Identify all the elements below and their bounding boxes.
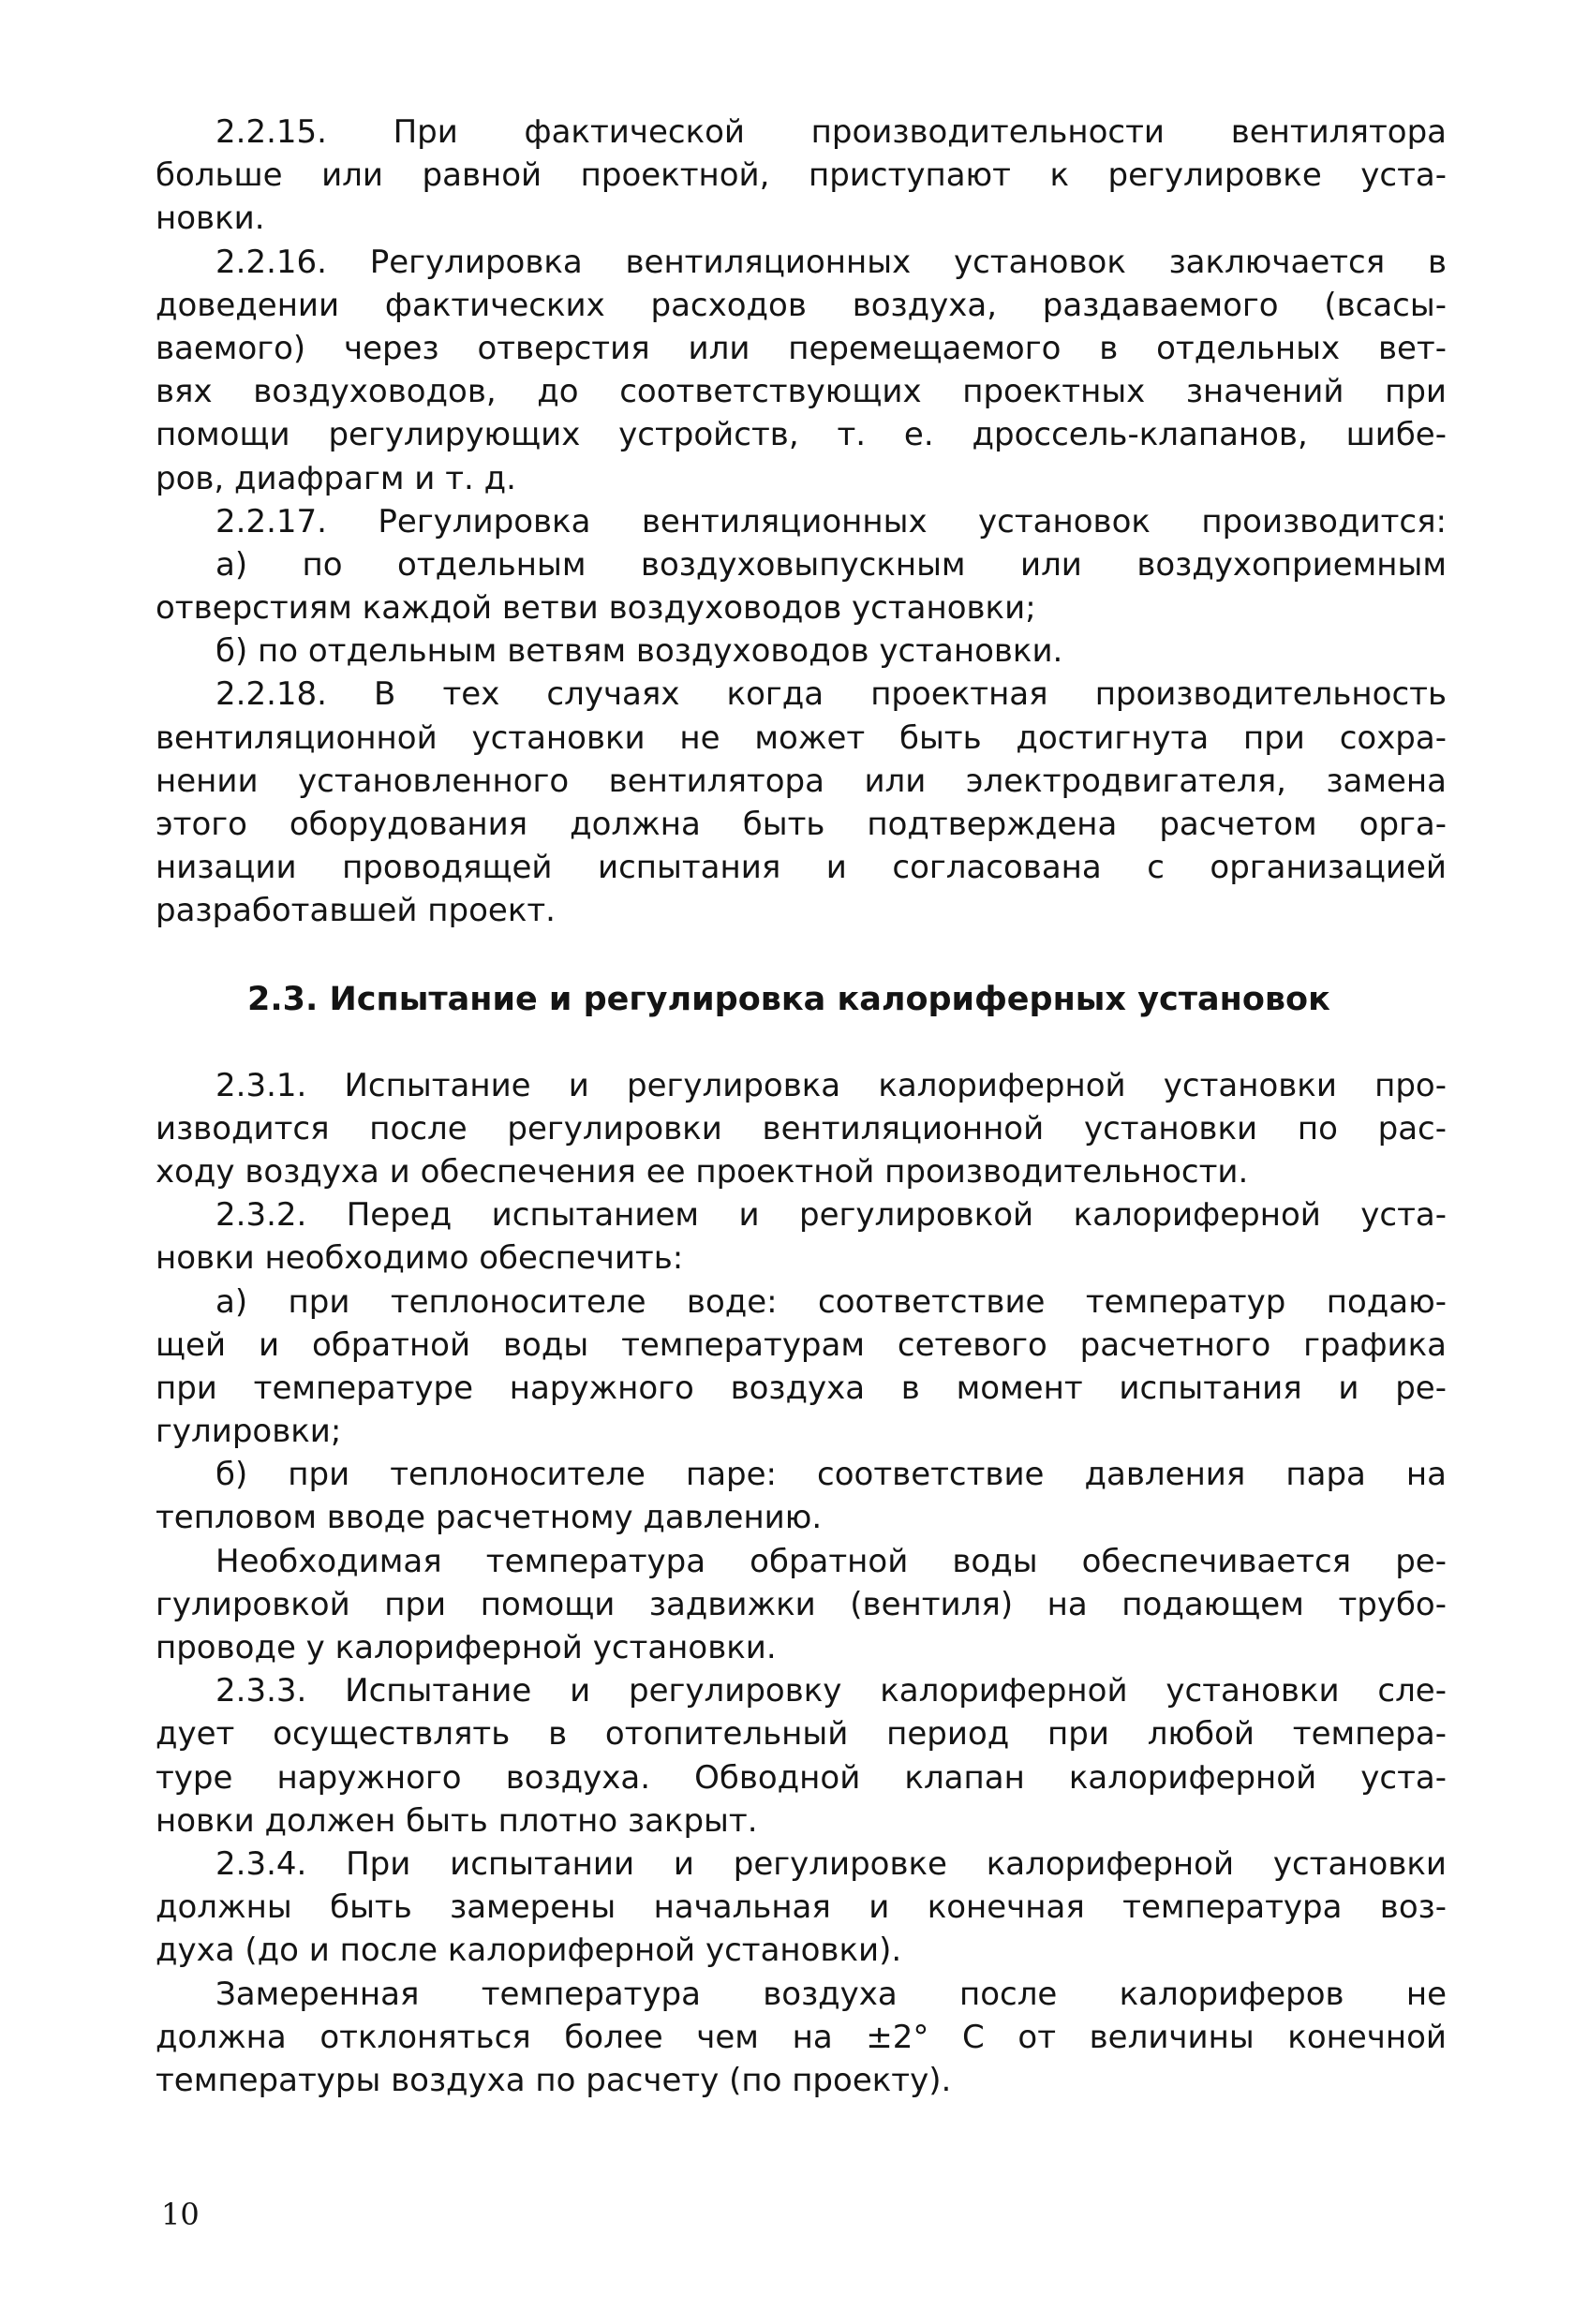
paragraph-line: температуры воздуха по расчету (по проекту). [156, 2061, 952, 2099]
paragraph-line: а) при теплоносителе воде: соответствие температур подаю- [215, 1282, 1447, 1321]
paragraph-line: ходу воздуха и обеспечения ее проектной производительности. [156, 1152, 1249, 1191]
page-number: 10 [161, 2197, 200, 2232]
paragraph-line: 2.3.2. Перед испытанием и регулировкой калориферной уста- [215, 1196, 1447, 1235]
paragraph-line: тепловом вводе расчетному давлению. [156, 1499, 823, 1537]
paragraph-line: этого оборудования должна быть подтверждена расчетом орга- [156, 806, 1447, 843]
paragraph-line: низации проводящей испытания и согласована с организацией [156, 849, 1447, 887]
paragraph-line: ров, диафрагм и т. д. [156, 459, 516, 497]
paragraph-line: при температуре наружного воздуха в момент испытания и ре- [156, 1369, 1447, 1407]
paragraph-line: 2.3.3. Испытание и регулировку калориферной установки сле- [215, 1672, 1447, 1710]
paragraph-line: а) по отдельным воздуховыпускным или воздухоприемным [215, 545, 1447, 584]
section-2-3-text [156, 1064, 1447, 2103]
paragraph-line: б) при теплоносителе паре: соответствие давления пара на [215, 1456, 1447, 1494]
paragraph-line: щей и обратной воды температурам сетевого расчетного графика [156, 1325, 1447, 1364]
paragraph-line: гулировки; [156, 1413, 342, 1451]
paragraph-line: доведении фактических расходов воздуха, раздаваемого (всасы- [156, 286, 1447, 324]
paragraph-line: 2.3.1. Испытание и регулировка калориферной установки про- [215, 1066, 1447, 1104]
paragraph-line: Необходимая температура обратной воды обеспечивается ре- [215, 1542, 1447, 1580]
paragraph-line: проводе у калориферной установки. [156, 1629, 777, 1666]
paragraph-line: отверстиям каждой ветви воздуховодов установки; [156, 589, 1036, 628]
paragraph-line: 2.2.17. Регулировка вентиляционных установок производится: [215, 502, 1447, 540]
paragraph-line: новки. [156, 200, 265, 238]
paragraph-line: 2.2.18. В тех случаях когда проектная производительность [215, 675, 1447, 714]
paragraph-line: изводится после регулировки вентиляционной установки по рас- [156, 1109, 1447, 1147]
paragraph-line: б) по отдельным ветвям воздуховодов установки. [215, 632, 1063, 671]
paragraph-line: дует осуществлять в отопительный период при любой темпера- [156, 1715, 1447, 1754]
paragraph-line: гулировкой при помощи задвижки (вентиля) на подающем трубо- [156, 1585, 1447, 1623]
paragraph-line: новки необходимо обеспечить: [156, 1239, 684, 1278]
paragraph-line: ваемого) через отверстия или перемещаемого в отдельных вет- [156, 329, 1447, 367]
paragraph-line: должна отклоняться более чем на ±2° С от величины конечной [156, 2018, 1447, 2056]
paragraph-line: 2.2.16. Регулировка вентиляционных установок заключается в [215, 243, 1447, 281]
paragraph-line: духа (до и после калориферной установки). [156, 1932, 902, 1970]
paragraph-line: должны быть замерены начальная и конечная температура воз- [156, 1888, 1447, 1927]
paragraph-line: 2.2.15. При фактической производительности вентилятора [215, 113, 1447, 151]
paragraph-line: вентиляционной установки не может быть достигнута при сохра- [156, 718, 1447, 757]
paragraph-line: нении установленного вентилятора или электродвигателя, замена [156, 762, 1447, 800]
section-2-2-text [156, 111, 1447, 933]
paragraph-line: вях воздуховодов, до соответствующих проектных значений при [156, 373, 1447, 411]
paragraph-line: больше или равной проектной, приступают к регулировке уста- [156, 156, 1447, 195]
paragraph-line: 2.3.4. При испытании и регулировке калориферной установки [215, 1844, 1447, 1883]
paragraph-line: разработавшей проект. [156, 892, 556, 930]
paragraph-line: туре наружного воздуха. Обводной клапан калориферной уста- [156, 1758, 1447, 1797]
document-page [156, 111, 1447, 2102]
paragraph-line: Замеренная температура воздуха после калориферов не [215, 1975, 1447, 2013]
section-heading: 2.3. Испытание и регулировка калориферных установок [247, 980, 1330, 1018]
paragraph-line: помощи регулирующих устройств, т. е. дроссель-клапанов, шибе- [156, 416, 1447, 454]
paragraph-line: новки должен быть плотно закрыт. [156, 1801, 758, 1840]
